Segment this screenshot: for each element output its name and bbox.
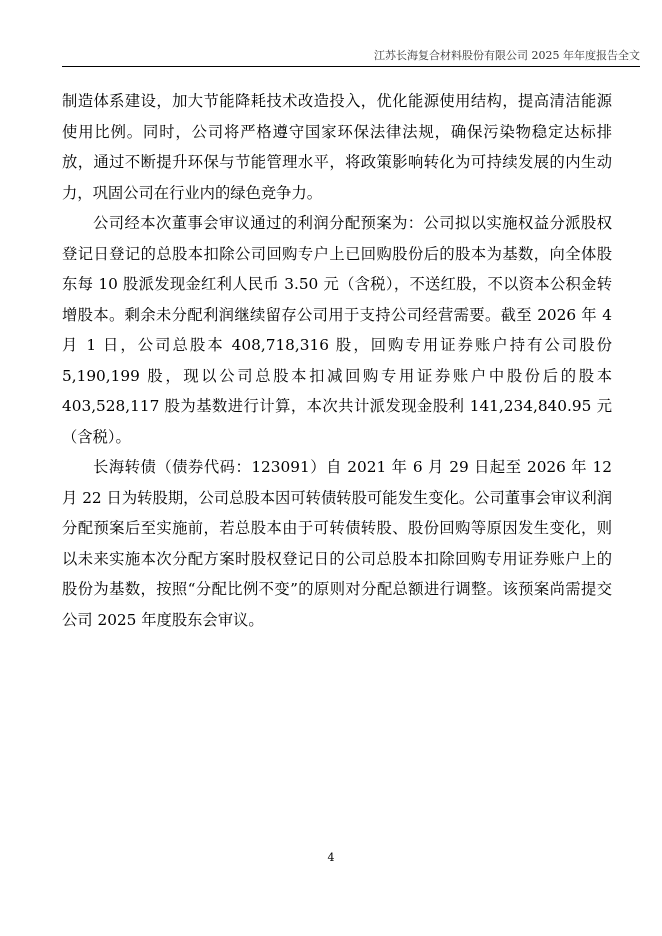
paragraph-convertible-bond: 长海转债（债券代码：123091）自 2021 年 6 月 29 日起至 2026 年 12 月 22 日为转股期，公司总股本因可转债转股可能发生变化。公司董事会审议利润分配预案后至实施前，若总股本由于可转债转股、股份回购等原因发生变化，则以未来实施本次分配方案时股权登记日的公司总股本扣除回购专用证券账户上的股份为基数，按照“分配比例不变”的原则对分配总额进行调整。该预案尚需提交公司 2025 年度股东会审议。 — [62, 458, 612, 629]
paragraph-profit-distribution: 公司经本次董事会审议通过的利润分配预案为：公司拟以实施权益分派股权登记日登记的总股本扣除公司回购专户上已回购股份后的股本为基数，向全体股东每 10 股派发现金红利人民币 3.50 元（含税），不送红股，不以资本公积金转增股本。剩余未分配利润继续留存公司用于支持公司经营需要。截至 2026 年 4 月 1 日，公司总股本 408,718,316 股，回购专用证券账户持有公司股份 5,190,199 股，现以公司总股本扣减回购专用证券账户中股份后的股本 403,528,117 股为基数进行计算，本次共计派发现金股利 141,234,840.95 元（含税）。 — [62, 214, 612, 446]
page-number: 4 — [327, 851, 335, 864]
header-divider — [62, 66, 640, 67]
paragraph-energy-environment: 制造体系建设，加大节能降耗技术改造投入，优化能源使用结构，提高清洁能源使用比例。同时，公司将严格遵守国家环保法律法规，确保污染物稳定达标排放，通过不断提升环保与节能管理水平，将政策影响转化为可持续发展的内生动力，巩固公司在行业内的绿色竞争力。 — [62, 92, 612, 202]
document-body — [62, 86, 612, 635]
document-header: 江苏长海复合材料股份有限公司 2025 年年度报告全文 — [374, 49, 640, 62]
